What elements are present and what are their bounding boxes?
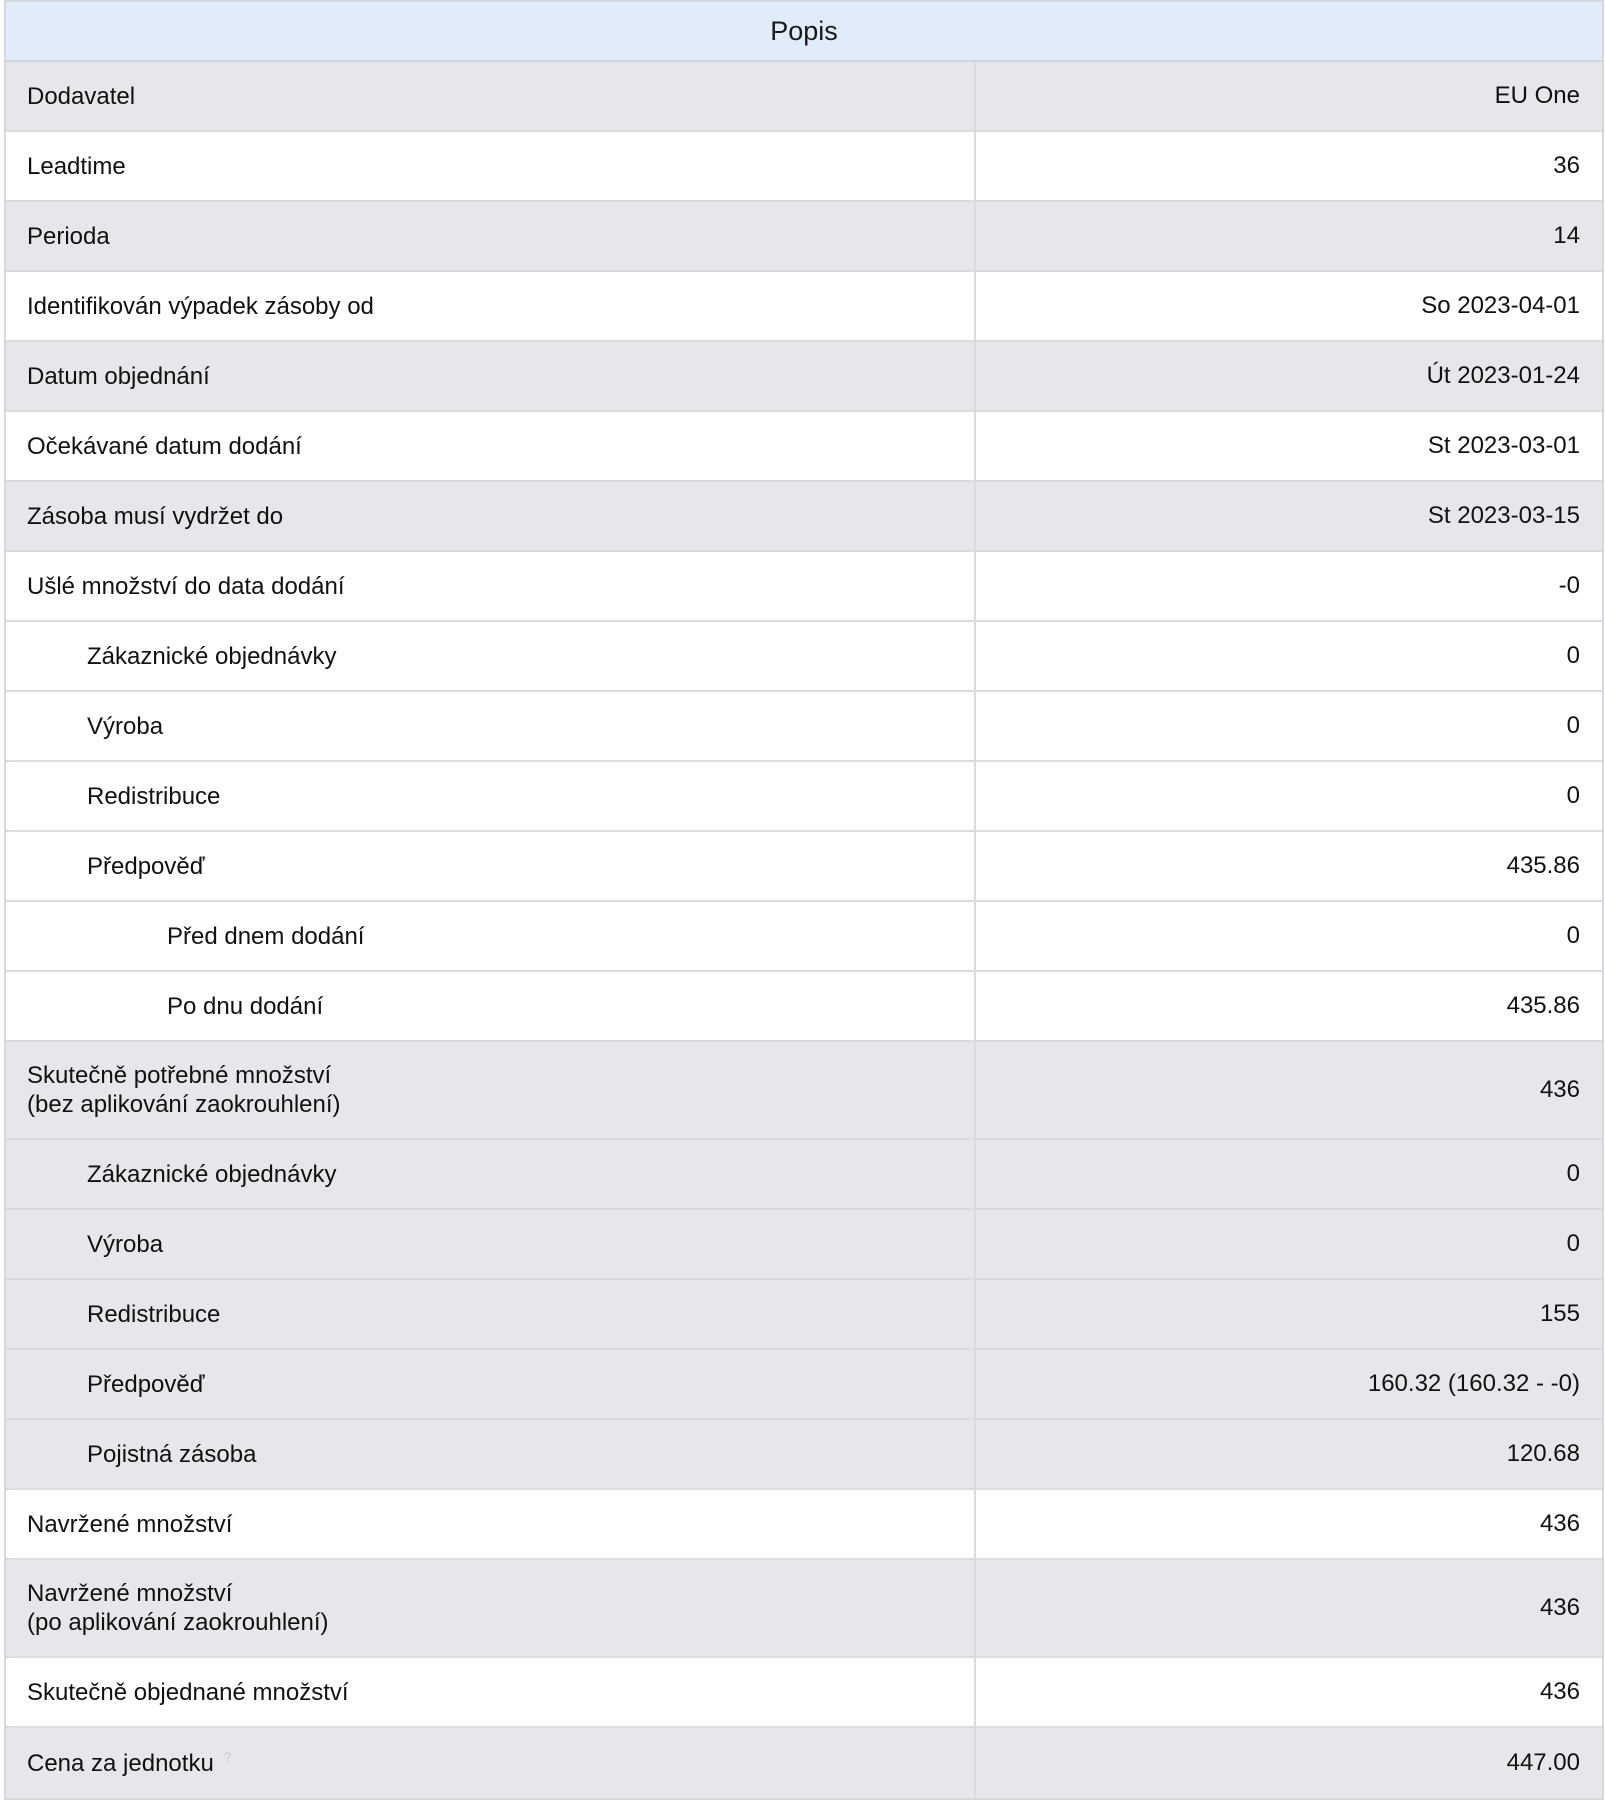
row-label: Skutečně objednané množství <box>6 1658 976 1726</box>
row-label: Identifikován výpadek zásoby od <box>6 272 976 340</box>
table-row-lost-quantity <box>6 552 1602 622</box>
row-label <box>6 1560 976 1656</box>
table-row-forecast-2 <box>6 1350 1602 1420</box>
table-row-safety-stock <box>6 1420 1602 1490</box>
row-label: Ušlé množství do data dodání <box>6 552 976 620</box>
row-value: 36 <box>1553 152 1580 179</box>
row-label-main: Navržené množství <box>27 1580 233 1607</box>
table-row-redistribution <box>6 762 1602 832</box>
row-value: 436 <box>1539 1076 1580 1103</box>
table-row-customer-orders <box>6 622 1602 692</box>
row-value: 0 <box>1566 922 1580 949</box>
row-label: Zákaznické objednávky <box>6 1140 976 1208</box>
row-label <box>6 1728 976 1798</box>
row-label-text: Cena za jednotku <box>27 1749 214 1777</box>
row-value: 436 <box>1539 1510 1580 1537</box>
row-value: 0 <box>1566 1160 1580 1187</box>
row-label: Perioda <box>6 202 976 270</box>
table-row-period <box>6 202 1602 272</box>
description-table <box>4 0 1604 1800</box>
row-value: St 2023-03-15 <box>1427 502 1580 529</box>
row-label: Předpověď <box>6 832 976 900</box>
table-row-unit-price <box>6 1728 1602 1798</box>
row-value: St 2023-03-01 <box>1427 432 1580 459</box>
row-value: 0 <box>1566 712 1580 739</box>
table-header: Popis <box>6 0 1602 62</box>
table-row-actual-needed <box>6 1042 1602 1140</box>
row-value: 436 <box>1539 1594 1580 1621</box>
row-label: Pojistná zásoba <box>6 1420 976 1488</box>
row-label: Před dnem dodání <box>6 902 976 970</box>
row-label: Redistribuce <box>6 1280 976 1348</box>
table-row-order-date <box>6 342 1602 412</box>
row-value: 0 <box>1566 782 1580 809</box>
row-value: EU One <box>1494 82 1580 109</box>
table-row-stock-until <box>6 482 1602 552</box>
row-label: Předpověď <box>6 1350 976 1418</box>
row-value: 120.68 <box>1506 1440 1580 1467</box>
row-value: 435.86 <box>1506 852 1580 879</box>
row-value: Út 2023-01-24 <box>1426 362 1580 389</box>
row-label: Po dnu dodání <box>6 972 976 1040</box>
table-row-proposed-quantity <box>6 1490 1602 1560</box>
row-label: Zákaznické objednávky <box>6 622 976 690</box>
row-label: Očekávané datum dodání <box>6 412 976 480</box>
row-label: Redistribuce <box>6 762 976 830</box>
row-label: Datum objednání <box>6 342 976 410</box>
table-row-forecast <box>6 832 1602 902</box>
row-value: 160.32 (160.32 - -0) <box>1367 1370 1580 1397</box>
row-value: So 2023-04-01 <box>1421 292 1580 319</box>
table-row-supplier <box>6 62 1602 132</box>
table-row-proposed-rounded <box>6 1560 1602 1658</box>
row-label: Výroba <box>6 1210 976 1278</box>
row-value: 447.00 <box>1506 1749 1580 1776</box>
table-row-production <box>6 692 1602 762</box>
row-label-main: Skutečně potřebné množství <box>27 1062 332 1089</box>
table-row-customer-orders-2 <box>6 1140 1602 1210</box>
table-row-production-2 <box>6 1210 1602 1280</box>
row-label <box>6 1042 976 1138</box>
row-value: 435.86 <box>1506 992 1580 1019</box>
table-row-before-delivery <box>6 902 1602 972</box>
row-label: Leadtime <box>6 132 976 200</box>
row-label-note: (bez aplikování zaokrouhlení) <box>27 1091 341 1118</box>
row-value: 436 <box>1539 1678 1580 1705</box>
row-value: 14 <box>1553 222 1580 249</box>
row-label: Navržené množství <box>6 1490 976 1558</box>
table-row-after-delivery <box>6 972 1602 1042</box>
row-value: 0 <box>1566 642 1580 669</box>
question-mark-icon[interactable]: ? <box>223 1748 232 1765</box>
table-row-stockout-from <box>6 272 1602 342</box>
row-label: Výroba <box>6 692 976 760</box>
row-value: -0 <box>1558 572 1580 599</box>
row-label: Zásoba musí vydržet do <box>6 482 976 550</box>
row-value: 155 <box>1539 1300 1580 1327</box>
table-row-redistribution-2 <box>6 1280 1602 1350</box>
table-row-expected-delivery <box>6 412 1602 482</box>
table-row-ordered-quantity <box>6 1658 1602 1728</box>
row-label: Dodavatel <box>6 62 976 130</box>
row-value: 0 <box>1566 1230 1580 1257</box>
row-label-note: (po aplikování zaokrouhlení) <box>27 1609 329 1636</box>
table-row-leadtime <box>6 132 1602 202</box>
